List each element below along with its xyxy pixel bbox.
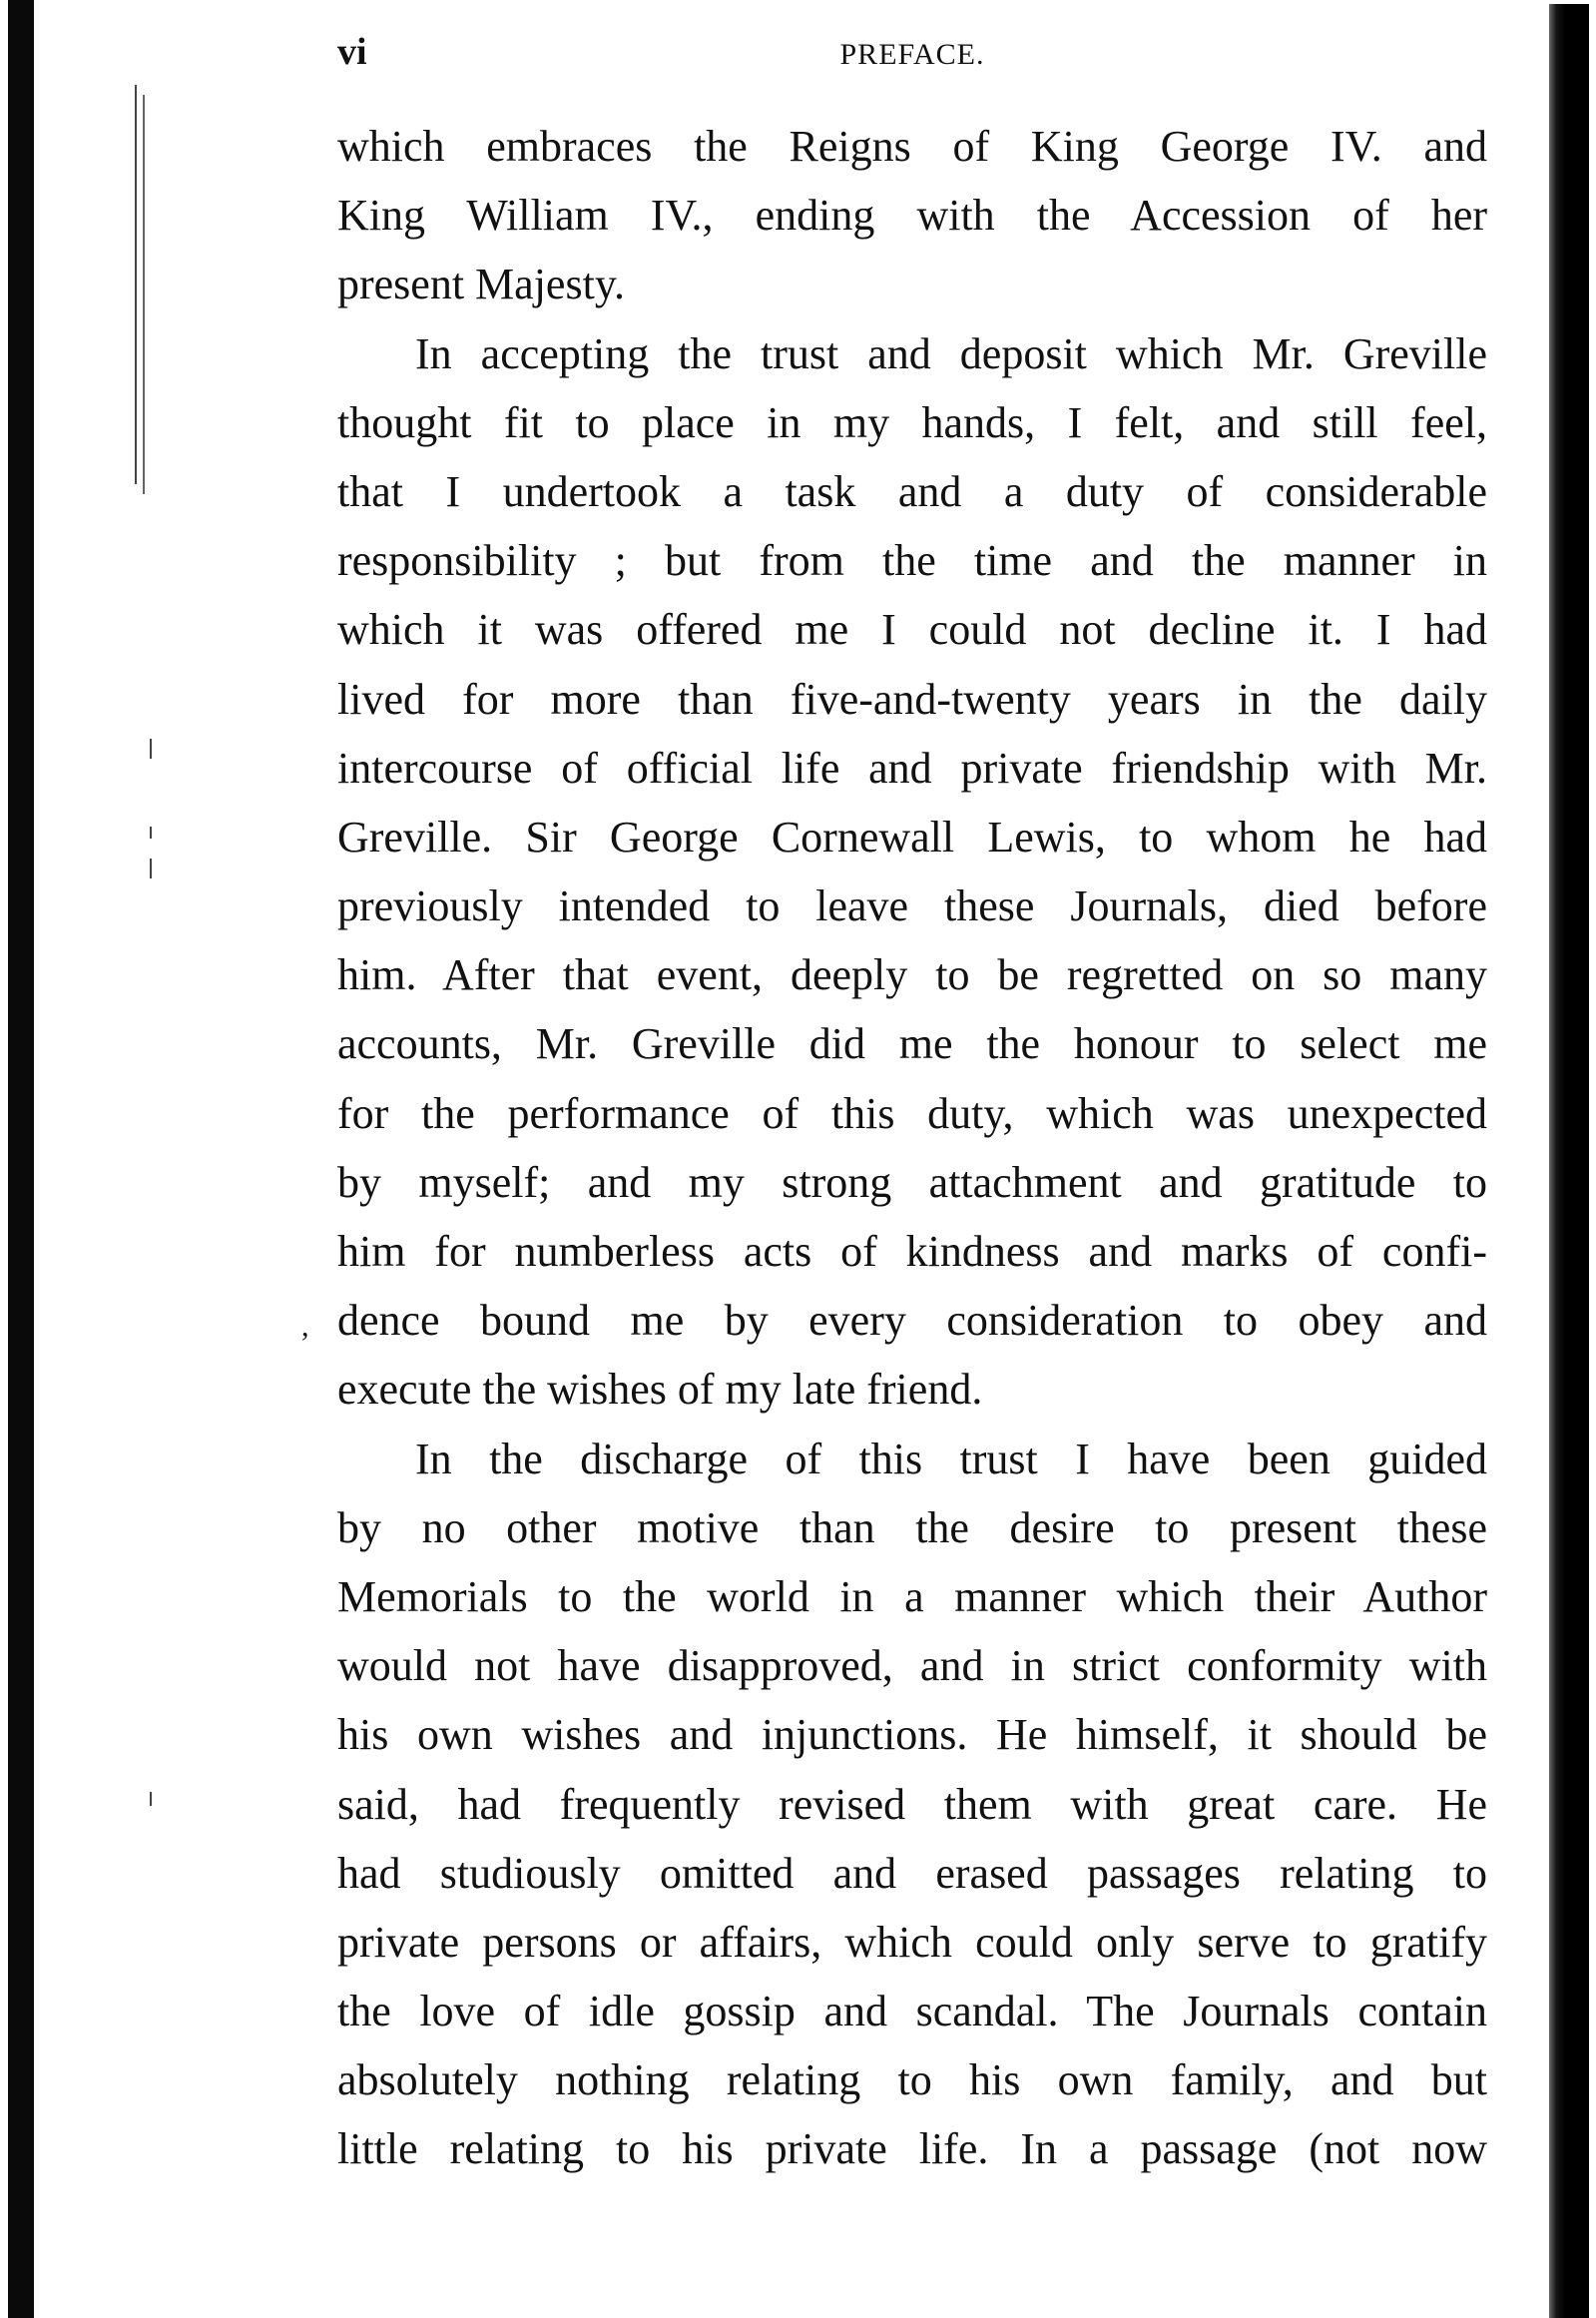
gutter-mark [150, 1792, 152, 1806]
scan-edge-left [8, 0, 34, 2318]
gutter-mark [143, 95, 145, 494]
running-head: PREFACE. [839, 38, 985, 71]
text-line: responsibility ; but from the time and the manner in [337, 536, 1487, 586]
text-line: accounts, Mr. Greville did me the honour to select me [337, 1019, 1487, 1069]
text-line: his own wishes and injunctions. He himself, it should be [337, 1710, 1487, 1760]
text-line: which it was offered me I could not decline it. I had [337, 605, 1487, 655]
page-number: vi [337, 31, 367, 73]
gutter-mark [135, 85, 137, 484]
gutter-mark [150, 739, 152, 759]
text-line: King William IV., ending with the Accession of her [337, 191, 1487, 241]
gutter-mark [150, 827, 152, 839]
text-line: for the performance of this duty, which was unexpected [337, 1088, 1487, 1138]
text-line: Greville. Sir George Cornewall Lewis, to whom he had [337, 812, 1487, 862]
gutter-mark [150, 859, 152, 878]
text-line: had studiously omitted and erased passages relating to [337, 1848, 1487, 1898]
text-line: the love of idle gossip and scandal. The Journals contain [337, 1987, 1487, 2036]
scan-edge-right [1549, 4, 1589, 2318]
text-line: previously intended to leave these Journals, died before [337, 881, 1487, 931]
stray-mark: , [301, 1310, 309, 1343]
text-line: by no other motive than the desire to present these [337, 1502, 1487, 1552]
text-line: dence bound me by every consideration to obey and [337, 1296, 1487, 1346]
text-line: intercourse of official life and private friendship with Mr. [337, 743, 1487, 793]
text-line: In accepting the trust and deposit which Mr. Greville [415, 328, 1487, 378]
text-line: would not have disapproved, and in strict conformity with [337, 1641, 1487, 1691]
text-line: which embraces the Reigns of King George IV. and [337, 122, 1487, 171]
text-line: lived for more than five-and-twenty years in the daily [337, 674, 1487, 724]
text-line: private persons or affairs, which could only serve to gratify [337, 1917, 1487, 1967]
text-line: Memorials to the world in a manner which their Author [337, 1571, 1487, 1621]
text-line: In the discharge of this trust I have been guided [415, 1434, 1487, 1483]
text-line: execute the wishes of my late friend. [337, 1365, 983, 1415]
text-line: him. After that event, deeply to be regretted on so many [337, 950, 1487, 1000]
text-line: him for numberless acts of kindness and marks of confi- [337, 1227, 1487, 1276]
text-line: that I undertook a task and a duty of considerable [337, 466, 1487, 516]
page-header [337, 30, 1487, 80]
text-line: present Majesty. [337, 260, 625, 309]
text-line: thought fit to place in my hands, I felt, and still feel, [337, 397, 1487, 447]
text-line: absolutely nothing relating to his own family, and but [337, 2055, 1487, 2105]
text-line: little relating to his private life. In a passage (not now [337, 2124, 1487, 2174]
body-text [337, 112, 1487, 2184]
text-line: by myself; and my strong attachment and gratitude to [337, 1157, 1487, 1207]
text-line: said, had frequently revised them with great care. He [337, 1779, 1487, 1829]
